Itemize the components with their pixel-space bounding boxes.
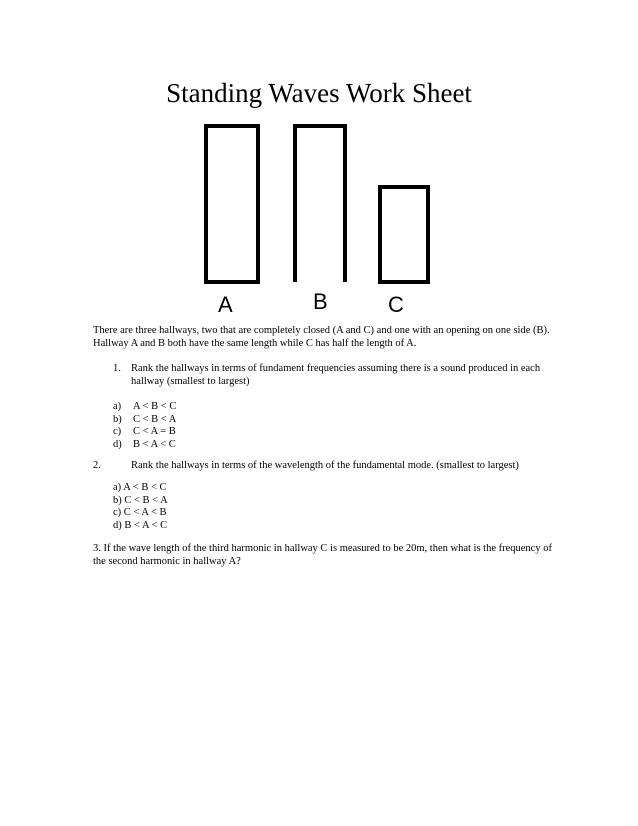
option-row: c) C < A < B [113,507,167,518]
option-row [113,401,176,414]
option-text: C < B < A [133,413,177,425]
option-text: C < A = B [133,426,176,437]
hallway-a-closed [206,126,258,282]
hallway-c-closed [380,187,428,282]
hallway-label-a: A [218,292,233,317]
option-row [113,426,176,439]
question-2 [93,459,553,472]
hallway-label-c: C [388,292,404,317]
question-2-options [113,482,168,532]
question-1 [113,362,553,388]
question-1-number: 1. [113,363,121,374]
option-letter: b) [113,413,122,425]
option-row [113,439,176,452]
question-2-text: Rank the hallways in terms of the wavelength of the fundamental mode. (smallest to largest) [131,460,519,471]
hallway-b-open [295,126,345,282]
intro-paragraph: There are three hallways, two that are completely closed (A and C) and one with an opening on one side (B). Hallway A and B both have the same length while C has half the length of A. [93,325,550,349]
option-letter: d) [113,438,122,450]
page-title: Standing Waves Work Sheet [166,78,472,108]
option-letter: a) [113,401,122,412]
question-1-text: Rank the hallways in terms of fundament frequencies assuming there is a sound produced in each hallway (smallest to largest) [131,363,541,387]
option-row: a) A < B < C [113,482,167,493]
question-1-options [113,401,176,451]
option-letter: c) [113,426,122,437]
option-row: d) B < A < C [113,519,168,531]
option-row [113,414,176,427]
option-text: B < A < C [133,438,176,450]
option-text: A < B < C [133,401,177,412]
option-row: b) C < B < A [113,494,168,506]
question-2-number: 2. [93,460,101,471]
hallway-label-b: B [313,289,328,314]
question-3: 3. If the wave length of the third harmonic in hallway C is measured to be 20m, then what is the frequency of the second harmonic in hallway A? [93,543,552,567]
